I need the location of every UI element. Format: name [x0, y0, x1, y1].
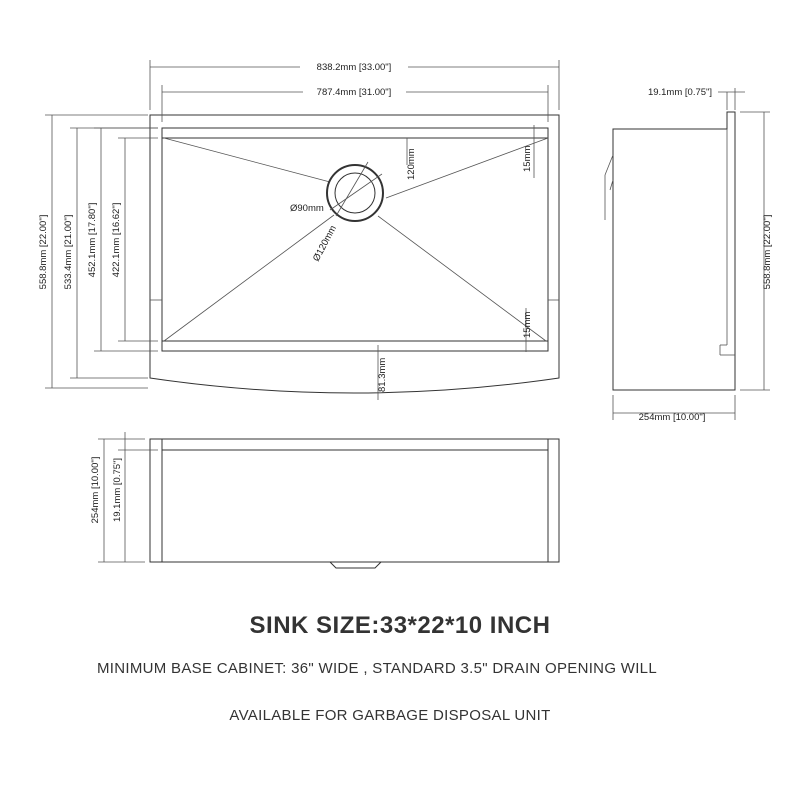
front-rim-label: 19.1mm [0.75"]	[112, 457, 123, 523]
basin-slope-lines	[164, 138, 548, 341]
side-depth-label: 558.8mm [22.00"]	[762, 214, 773, 290]
sink-rim	[162, 128, 548, 351]
side-height-label: 254mm [10.00"]	[638, 412, 706, 423]
dim-left-side	[38, 115, 158, 388]
drain-diameter-label: Ø90mm	[290, 203, 324, 214]
overall-depth-label: 558.8mm [22.00"]	[38, 214, 49, 290]
sink-outline-side	[613, 112, 735, 390]
sink-outline-front	[150, 439, 559, 562]
depth-422-label: 422.1mm [16.62"]	[111, 202, 122, 278]
inner-width-label: 787.4mm [31.00"]	[316, 87, 392, 98]
dim-inner-width	[162, 85, 548, 122]
depth-452-label: 452.1mm [17.80"]	[87, 202, 98, 278]
drain-outer-diameter-label: Ø120mm	[310, 223, 339, 264]
cabinet-note-line-2: AVAILABLE FOR GARBAGE DISPOSAL UNIT	[229, 707, 551, 724]
side-view	[605, 87, 773, 423]
sink-size-title: SINK SIZE:33*22*10 INCH	[249, 612, 551, 639]
top-view	[38, 60, 559, 400]
slope-top-label: 15mm	[522, 145, 533, 172]
drain-outlet-front	[330, 562, 381, 568]
slope-bottom-label: 15mm	[522, 311, 533, 338]
overall-width-label: 838.2mm [33.00"]	[316, 62, 392, 73]
side-rim-label: 19.1mm [0.75"]	[647, 87, 713, 98]
apron-depth-label: 81.3mm	[377, 357, 388, 392]
dim-overall-width	[150, 60, 559, 110]
cabinet-note-line-1: MINIMUM BASE CABINET: 36" WIDE , STANDARD 3.5" DRAIN OPENING WILL	[97, 660, 657, 677]
drain-offset-label: 120mm	[406, 148, 417, 180]
depth-533-label: 533.4mm [21.00"]	[63, 214, 74, 290]
front-height-label: 254mm [10.00"]	[90, 456, 101, 524]
front-view	[90, 432, 559, 568]
